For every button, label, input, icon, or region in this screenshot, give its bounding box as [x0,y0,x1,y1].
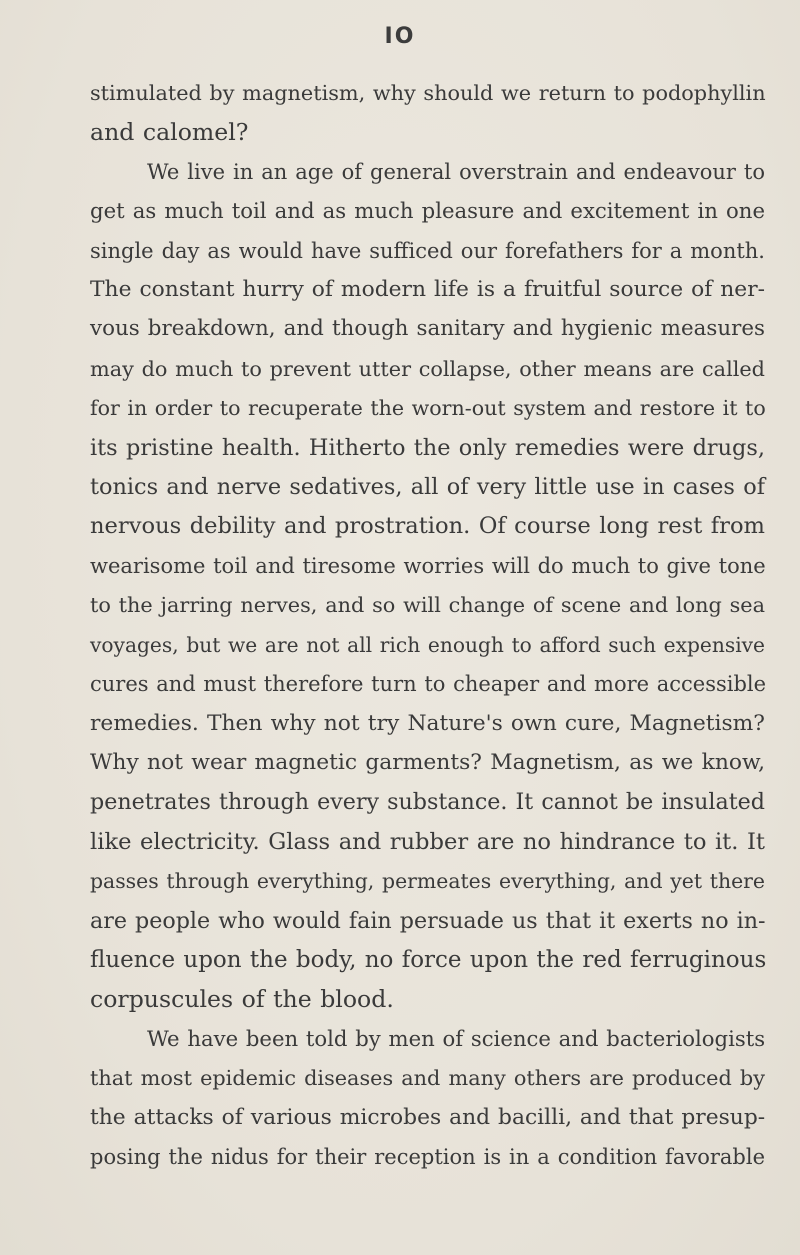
text-line: for in order to recuperate the worn-out system and restore it to [90,396,766,420]
text-line: We live in an age of general overstrain and endeavour to [147,160,765,184]
text-line: stimulated by magnetism, why should we return to podophyllin [90,81,766,105]
text-line: get as much toil and as much pleasure and excitement in one [90,198,765,223]
text-line: the attacks of various microbes and bacilli, and that presup- [90,1105,766,1130]
text-line: like electricity. Glass and rubber are no hindrance to it. It [90,829,765,855]
text-line: that most epidemic diseases and many others are produced by [90,1066,765,1090]
text-line: remedies. Then why not try Nature's own cure, Magnetism? [90,711,765,736]
text-line: vous breakdown, and though sanitary and hygienic measures [90,316,765,341]
text-line: may do much to prevent utter collapse, other means are called [90,357,765,381]
text-line: to the jarring nerves, and so will change of scene and long sea [90,593,765,617]
page-number: IO [384,24,416,49]
text-line: its pristine health. Hitherto the only remedies were drugs, [90,435,765,461]
text-line: tonics and nerve sedatives, all of very little use in cases of [90,474,765,500]
text-line: penetrates through every substance. It cannot be insulated [90,789,765,815]
text-line: are people who would fain persuade us that it exerts no in- [90,908,766,934]
text-line: The constant hurry of modern life is a fruitful source of ner- [90,277,765,302]
text-line: wearisome toil and tiresome worries will do much to give tone [90,554,766,578]
text-line: posing the nidus for their reception is in a condition favorable [90,1145,765,1169]
text-line: passes through everything, permeates everything, and yet there [90,869,765,893]
text-line: corpuscules of the blood. [90,985,394,1013]
text-line: and calomel? [90,118,249,146]
text-line: cures and must therefore turn to cheaper and more accessible [90,672,767,696]
text-line: nervous debility and prostration. Of course long rest from [90,513,765,539]
text-line: We have been told by men of science and bacteriologists [147,1026,766,1051]
text-line: Why not wear magnetic garments? Magnetism, as we know, [90,750,765,775]
text-line: voyages, but we are not all rich enough to afford such expensive [90,633,765,657]
text-line: fluence upon the body, no force upon the red ferruginous [90,947,767,973]
text-line: single day as would have sufficed our forefathers for a month. [90,239,765,263]
